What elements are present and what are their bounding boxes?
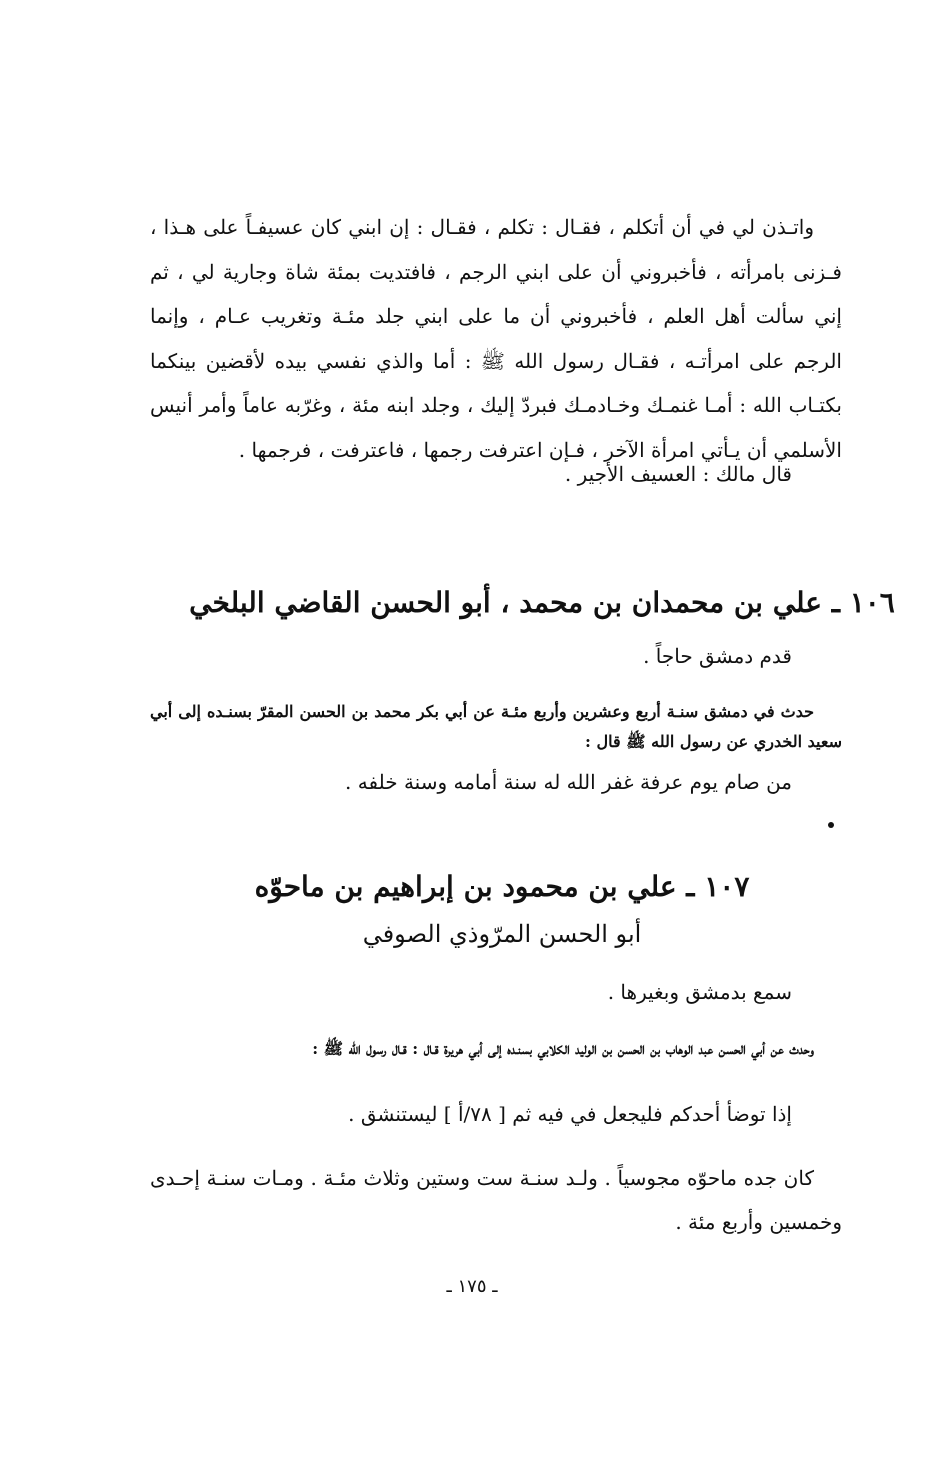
entry-107-biography: كان جده ماحوّه مجوسياً . ولـد سنـة ست وستين وثلاث مئـة . ومـات سنـة إحـدى وخمسين وأربع مئة . bbox=[150, 1166, 842, 1234]
entry-107-title: ١٠٧ ـ علي بن محمود بن إبراهيم بن ماحوّه bbox=[254, 870, 750, 903]
entry-107-line1: سمع بدمشق وبغيرها . bbox=[607, 980, 792, 1004]
malik-note: قال مالك : العسيف الأجير . bbox=[564, 462, 792, 486]
entry-107-hadith-chain: وحدث عن أبي الحسن عبد الوهاب بن الحسن بن الوليد الكلابي بسنـده إلى أبي هريرة قـال : قـال رسول الله ﷺ : bbox=[312, 1039, 814, 1058]
opening-paragraph-block bbox=[150, 205, 842, 472]
entry-106-title: ١٠٦ ـ علي بن محمدان بن محمد ، أبو الحسن القاضي البلخي bbox=[189, 586, 895, 619]
page-number: ـ ١٧٥ ـ bbox=[446, 1276, 498, 1297]
entry-107-hadith-text: إذا توضأ أحدكم فليجعل في فيه ثم [ ٧٨/أ ] ليستنشق . bbox=[348, 1102, 792, 1126]
entry-106-hadith-chain: حدث في دمشق سنـة أربع وعشرين وأربع مئـة عن أبي بكر محمد بن الحسن المقرّ بسنـده إلى أبي سعيد الخدري عن رسول الله ﷺ قال : bbox=[150, 702, 842, 751]
entry-106-line1: قدم دمشق حاجاً . bbox=[643, 644, 792, 668]
opening-paragraph: واتـذن لي في أن أتكلم ، فقـال : تكلم ، فقـال : إن ابني كان عسيفـاً على هـذا ، فـزنى بامرأته ، فأخبروني أن على ابني الرجم ، فافتديت بمئة شاة وجارية لي ، ثم إني سألت أهل العلم ، فأخبروني أن ما على ابني جلد مئـة وتغريب عـام ، وإنما الرجم على امرأتـه ، فقـال رسول الله ﷺ : أما والذي نفسي بيده لأقضين بينكما بكتـاب الله : أمـا غنمـك وخـادمـك فبردّ إليك ، وجلد ابنه مئة ، وغرّبه عاماً وأمر أنيس الأسلمي أن يـأتي امرأة الآخر ، فـإن اعترفت رجمها ، فاعترفت ، فرجمها . bbox=[150, 215, 842, 462]
stray-dot-mark bbox=[828, 822, 834, 828]
entry-107-subtitle: أبو الحسن المرّوذي الصوفي bbox=[362, 920, 642, 948]
entry-106-hadith-text: من صام يوم عرفة غفر الله له سنة أمامه وسنة خلفه . bbox=[345, 770, 792, 794]
